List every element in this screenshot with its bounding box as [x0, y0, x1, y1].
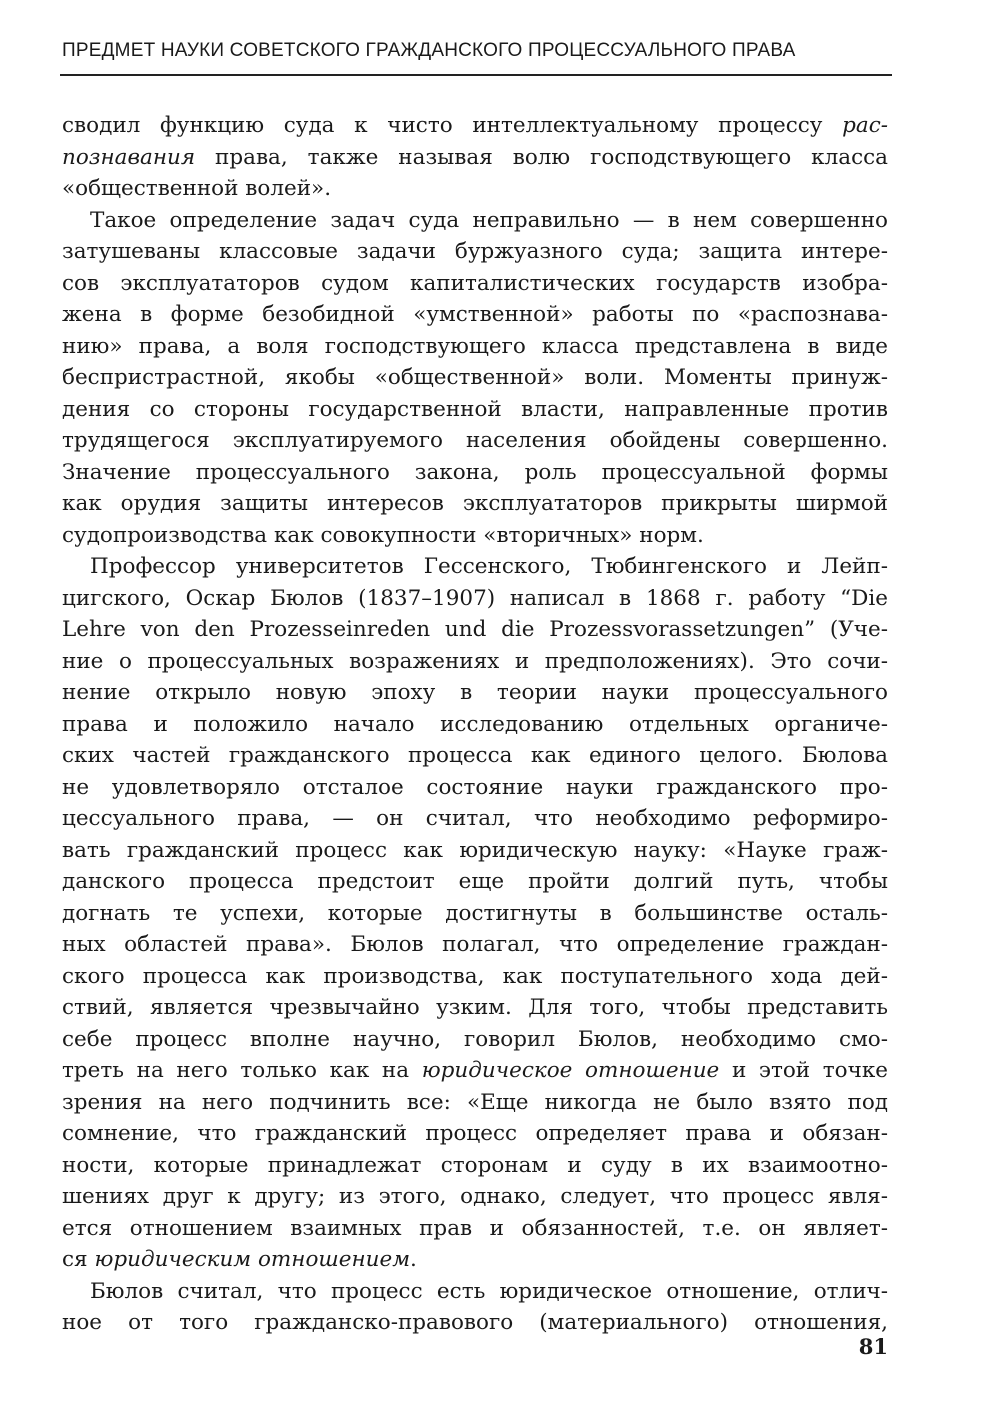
- page-number: 81: [858, 1334, 888, 1359]
- text-line: жена в форме безобидной «умственной» работы по «распознава-: [62, 302, 888, 327]
- text-line: Бюлов считал, что процесс есть юридическое отношение, отлич-: [90, 1278, 888, 1304]
- text-line: цигского, Оскар Бюлов (1837–1907) написал в 1868 г. работу “Die: [62, 585, 888, 611]
- text-line: вать гражданский процесс как юридическую науку: «Науке граж-: [62, 837, 888, 863]
- text-line: дения со стороны государственной власти, направленные против: [62, 396, 888, 422]
- text-line: не удовлетворяло отсталое состояние науки гражданского про-: [62, 774, 888, 800]
- text-line: познавания права, также называя волю господствующего класса: [62, 144, 888, 170]
- text-line: Такое определение задач суда неправильно — в нем совершенно: [90, 207, 888, 233]
- text-line: ся юридическим отношением.: [62, 1247, 417, 1272]
- text-line: ных областей права». Бюлов полагал, что определение граждан-: [62, 932, 888, 957]
- text-line: ности, которые принадлежат сторонам и суду в их взаимоотно-: [62, 1152, 888, 1178]
- text-line: шениях друг к другу; из этого, однако, следует, что процесс явля-: [62, 1184, 888, 1209]
- text-line: цессуального права, — он считал, что необходимо реформиро-: [62, 806, 888, 831]
- text-line: как орудия защиты интересов эксплуататоров прикрыты ширмой: [62, 491, 888, 516]
- text-line: нение открыло новую эпоху в теории науки процессуального: [62, 680, 888, 705]
- text-line: затушеваны классовые задачи буржуазного суда; защита интере-: [62, 239, 888, 264]
- text-line: ствий, является чрезвычайно узким. Для того, чтобы представить: [62, 995, 888, 1020]
- running-head: ПРЕДМЕТ НАУКИ СОВЕТСКОГО ГРАЖДАНСКОГО ПРОЦЕССУАЛЬНОГО ПРАВА: [62, 40, 796, 61]
- text-line: данского процесса предстоит еще пройти долгий путь, чтобы: [62, 869, 888, 894]
- text-line: нию» права, а воля господствующего класса представлена в виде: [62, 333, 888, 359]
- text-line: ского процесса как производства, как поступательного хода дей-: [62, 963, 888, 989]
- text-line: ние о процессуальных возражениях и предположениях). Это сочи-: [62, 648, 888, 674]
- text-line: зрения на него подчинить все: «Еще никогда не было взято под: [62, 1089, 888, 1115]
- text-line: Значение процессуального закона, роль процессуальной формы: [62, 459, 888, 485]
- header-rule: [60, 74, 892, 76]
- text-line: сов эксплуататоров судом капиталистических государств изобра-: [62, 270, 888, 296]
- text-line: сводил функцию суда к чисто интеллектуальному процессу рас-: [62, 113, 888, 138]
- text-line: себе процесс вполне научно, говорил Бюлов, необходимо смо-: [62, 1026, 888, 1052]
- body-text: [62, 110, 888, 1339]
- text-line: «общественной волей».: [62, 176, 332, 201]
- text-line: догнать те успехи, которые достигнуты в большинстве осталь-: [62, 900, 888, 926]
- text-line: судопроизводства как совокупности «вторичных» норм.: [62, 522, 704, 548]
- text-line: ется отношением взаимных прав и обязанностей, т.е. он являет-: [62, 1215, 888, 1241]
- text-line: ное от того гражданско-правового (материального) отношения,: [62, 1310, 888, 1335]
- text-line: сомнение, что гражданский процесс определяет права и обязан-: [62, 1121, 888, 1146]
- text-line: ских частей гражданского процесса как единого целого. Бюлова: [62, 743, 888, 768]
- text-line: беспристрастной, якобы «общественной» воли. Моменты принуж-: [62, 365, 888, 390]
- text-line: права и положило начало исследованию отдельных органиче-: [62, 711, 888, 737]
- text-line: треть на него только как на юридическое отношение и этой точке: [62, 1058, 888, 1083]
- text-line: Lehre von den Prozesseinreden und die Prozessvorassetzungen” (Уче-: [62, 617, 888, 642]
- text-line: трудящегося эксплуатируемого населения обойдены совершенно.: [62, 428, 888, 453]
- text-line: Профессор университетов Гессенского, Тюбингенского и Лейп-: [90, 554, 888, 579]
